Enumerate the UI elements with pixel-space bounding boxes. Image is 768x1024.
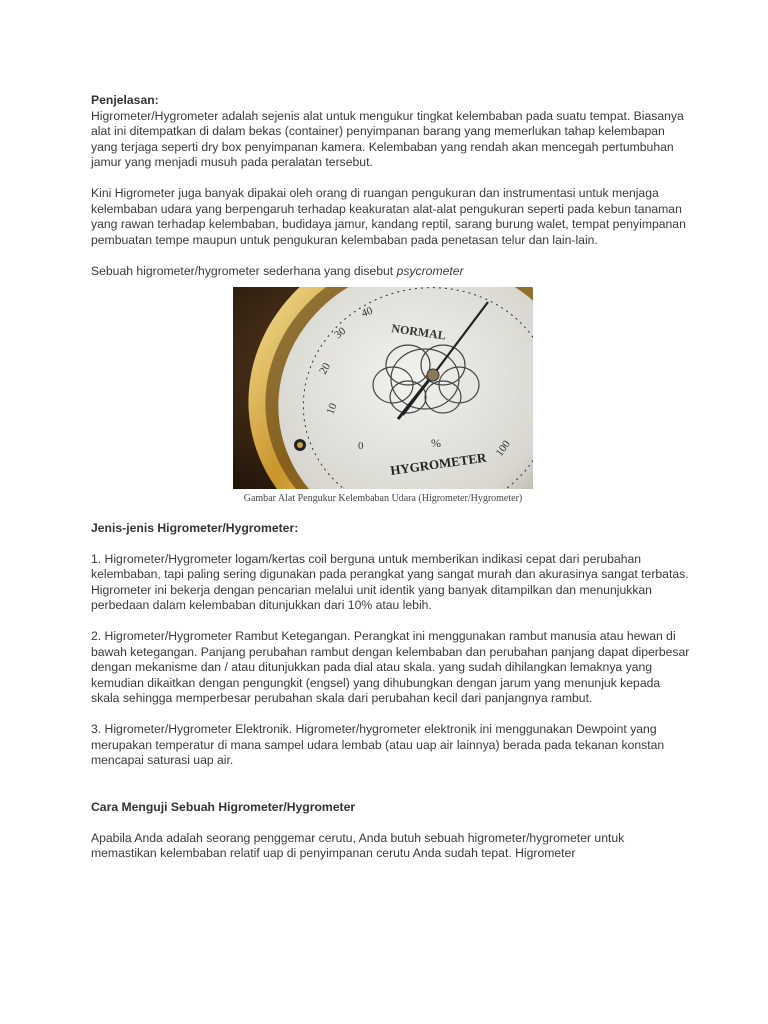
dial-percent-label: % (431, 436, 441, 450)
dial-tick-0: 0 (358, 440, 364, 452)
paragraph-cara-menguji: Apabila Anda adalah seorang penggemar cerutu, Anda butuh sebuah higrometer/hygrometer untuk memastikan kelembaban relatif uap di penyimpanan cerutu Anda sudah tepat. Higrometer (91, 830, 625, 860)
dial-tick-100: 100 (493, 438, 513, 459)
section-heading-jenis: Jenis-jenis Higrometer/Hygrometer: (91, 520, 299, 535)
document-content (91, 93, 691, 862)
section-heading-cara-menguji: Cara Menguji Sebuah Higrometer/Hygrometer (91, 799, 356, 814)
dial-brand-label: HYGROMETER (389, 449, 488, 478)
dial-tick-10: 10 (324, 401, 340, 417)
section-heading-penjelasan: Penjelasan: (91, 93, 159, 107)
paragraph-usage: Kini Higrometer juga banyak dipakai oleh orang di ruangan pengukuran dan instrumentasi untuk menjaga kelembaban udara yang berpengaruh terhadap keakuratan alat-alat pengukuran seperti pada kebun tanaman yang rawan terhadap kelembaban, budidaya jamur, kandang reptil, sarang burung walet, tempat penyimpanan pembuatan tempe maupun untuk pengukuran kelembaban pada penetasan telur dan lain-lain. (91, 186, 686, 247)
psycrometer-term: psycrometer (396, 263, 464, 278)
paragraph-psycrometer (91, 264, 691, 280)
list-item-rambut: 2. Higrometer/Hygrometer Rambut Ketegangan. Perangkat ini menggunakan rambut manusia atau hewan di bawah ketegangan. Panjang perubahan rambut dengan kelembaban dan perubahan panjang dapat diperbesar dengan mekanisme dan / atau ditunjukkan pada dial atau skala. yang sudah dihilangkan lemaknya yang kemudian dikaitkan dengan pengungkit (engsel) yang dihubungkan dengan jarum yang menunjuk kepada skala sehingga memperbesar perubahan skala dari perubahan kecil dari panjangnya rambut. (91, 629, 690, 705)
list-item-coil: 1. Higrometer/Hygrometer logam/kertas coil berguna untuk memberikan indikasi cepat dari perubahan kelembaban, tapi paling sering digunakan pada perangkat yang sangat murah dan akurasinya sangat terbatas. Higrometer ini bekerja dengan pencarian melalui unit identik yang banyak ditampilkan dan menunjukkan perbedaan dalam kelembaban ditunjukkan dari 10% atau lebih. (91, 551, 689, 612)
figure-caption: Gambar Alat Pengukur Kelembaban Udara (Higrometer/Hygrometer) (243, 493, 523, 504)
figure-hygrometer (91, 287, 675, 505)
psycrometer-text: Sebuah higrometer/hygrometer sederhana yang disebut (91, 263, 397, 278)
paragraph-definition: Higrometer/Hygrometer adalah sejenis alat untuk mengukur tingkat kelembaban pada suatu tempat. Biasanya alat ini ditempatkan di dalam bekas (container) penyimpanan barang yang memerlukan tahap kelembapan yang terjaga seperti dry box penyimpanan kamera. Kelembaban yang rendah akan mencegah pertumbuhan jamur yang menjadi musuh pada peralatan tersebut. (91, 108, 684, 169)
dial-tick-40: 40 (359, 304, 375, 320)
list-item-elektronik: 3. Higrometer/Hygrometer Elektronik. Higrometer/hygrometer elektronik ini menggunakan Dewpoint yang merupakan temperatur di mana sampel udara lembab (atau uap air lainnya) berada pada tekanan konstan mencapai saturasi uap air. (91, 722, 665, 767)
dial-normal-label: NORMAL (390, 321, 447, 343)
dial-tick-30: 30 (332, 325, 349, 342)
hygrometer-photo (233, 287, 533, 489)
dial-tick-20: 20 (317, 360, 334, 377)
